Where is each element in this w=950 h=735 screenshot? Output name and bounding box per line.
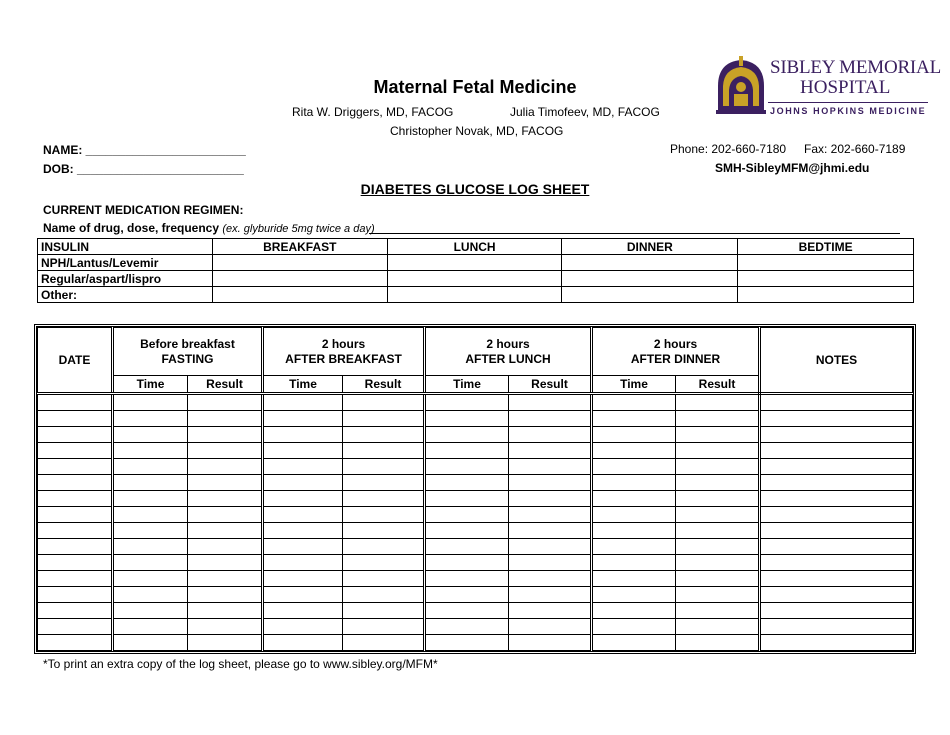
fasting-time-cell[interactable] [113,491,188,507]
group-line1: 2 hours [486,336,530,351]
fasting-result-cell[interactable] [188,603,263,619]
after-dinner-time-cell[interactable] [592,491,676,507]
after-dinner-time-cell[interactable] [592,555,676,571]
fasting-result-cell[interactable] [188,571,263,587]
date-cell[interactable] [38,443,113,459]
after-lunch-result-cell[interactable] [509,394,592,411]
logo-text: HOSPITAL [800,77,891,98]
after-lunch-result-cell[interactable] [509,555,592,571]
insulin-cell[interactable] [562,271,738,287]
after-lunch-time-cell[interactable] [425,555,509,571]
after-lunch-result-cell[interactable] [509,587,592,603]
after-lunch-header [425,328,592,376]
after-lunch-time-cell[interactable] [425,411,509,427]
after-dinner-result-cell[interactable] [676,603,760,619]
notes-header: NOTES [760,328,913,394]
after-dinner-time-cell[interactable] [592,394,676,411]
after-breakfast-result-cell[interactable] [343,443,425,459]
drug-label [43,221,375,235]
after-dinner-result-cell[interactable] [676,571,760,587]
after-dinner-time-cell[interactable] [592,411,676,427]
logo-subtext: JOHNS HOPKINS MEDICINE [770,106,927,116]
fasting-time-cell[interactable] [113,427,188,443]
footer-note: *To print an extra copy of the log sheet, please go to www.sibley.org/MFM* [43,657,438,671]
insulin-cell[interactable] [387,287,562,303]
insulin-cell[interactable] [738,287,914,303]
after-breakfast-result-cell[interactable] [343,523,425,539]
fasting-result-cell[interactable] [188,507,263,523]
fasting-header [113,328,263,376]
notes-cell[interactable] [760,411,913,427]
after-lunch-time-cell[interactable] [425,619,509,635]
fasting-result-cell[interactable] [188,427,263,443]
group-line2: AFTER BREAKFAST [285,351,402,366]
after-breakfast-header [263,328,425,376]
fasting-result-cell[interactable] [188,491,263,507]
date-cell[interactable] [38,523,113,539]
after-breakfast-result-cell[interactable] [343,587,425,603]
after-breakfast-result-cell[interactable] [343,459,425,475]
after-lunch-time-cell[interactable] [425,603,509,619]
after-dinner-time-cell[interactable] [592,427,676,443]
fasting-result-cell[interactable] [188,635,263,651]
insulin-row [38,287,914,303]
log-row [38,539,913,555]
after-lunch-time-cell[interactable] [425,475,509,491]
after-breakfast-result-cell[interactable] [343,507,425,523]
after-breakfast-result-cell[interactable] [343,619,425,635]
after-lunch-time-cell[interactable] [425,507,509,523]
insulin-header-row [38,239,914,255]
log-row [38,507,913,523]
after-dinner-time-cell[interactable] [592,635,676,651]
after-breakfast-result-cell[interactable] [343,475,425,491]
group-line2: FASTING [161,351,214,366]
fasting-result-cell[interactable] [188,443,263,459]
group-line2: AFTER LUNCH [465,351,551,366]
date-header: DATE [38,328,113,394]
drug-input-line[interactable] [369,233,900,234]
doctor-name: Christopher Novak, MD, FACOG [390,124,564,138]
time-header: Time [592,376,676,394]
after-dinner-result-cell[interactable] [676,555,760,571]
phone-number: Phone: 202-660-7180 [670,142,787,156]
log-row [38,635,913,651]
insulin-header: BEDTIME [738,239,914,255]
date-cell[interactable] [38,491,113,507]
after-dinner-result-cell[interactable] [676,587,760,603]
notes-cell[interactable] [760,635,913,651]
logo-divider [768,102,928,103]
after-lunch-time-cell[interactable] [425,394,509,411]
after-lunch-result-cell[interactable] [509,571,592,587]
sheet-title: DIABETES GLUCOSE LOG SHEET [360,181,590,197]
after-breakfast-time-cell[interactable] [263,443,343,459]
after-lunch-result-cell[interactable] [509,427,592,443]
name-field[interactable]: NAME: ________________________ [43,143,246,157]
after-breakfast-time-cell[interactable] [263,523,343,539]
notes-cell[interactable] [760,619,913,635]
fasting-result-cell[interactable] [188,459,263,475]
insulin-header: BREAKFAST [212,239,387,255]
insulin-type-label: Regular/aspart/lispro [38,271,213,287]
after-lunch-result-cell[interactable] [509,507,592,523]
dome-icon [716,56,766,120]
after-lunch-time-cell[interactable] [425,523,509,539]
fasting-result-cell[interactable] [188,523,263,539]
after-lunch-result-cell[interactable] [509,443,592,459]
after-lunch-time-cell[interactable] [425,459,509,475]
dob-field[interactable]: DOB: _________________________ [43,162,244,176]
insulin-header: DINNER [562,239,738,255]
date-cell[interactable] [38,411,113,427]
notes-cell[interactable] [760,539,913,555]
log-row [38,475,913,491]
group-line1: Before breakfast [140,336,235,351]
insulin-cell[interactable] [738,255,914,271]
result-header: Result [188,376,263,394]
after-breakfast-result-cell[interactable] [343,555,425,571]
date-cell[interactable] [38,571,113,587]
fasting-result-cell[interactable] [188,475,263,491]
after-dinner-result-cell[interactable] [676,619,760,635]
date-cell[interactable] [38,507,113,523]
insulin-cell[interactable] [562,287,738,303]
after-breakfast-result-cell[interactable] [343,491,425,507]
log-row [38,394,913,411]
log-row [38,523,913,539]
after-dinner-time-cell[interactable] [592,619,676,635]
after-breakfast-time-cell[interactable] [263,394,343,411]
after-dinner-time-cell[interactable] [592,571,676,587]
insulin-cell[interactable] [738,271,914,287]
after-lunch-result-cell[interactable] [509,475,592,491]
fasting-result-cell[interactable] [188,587,263,603]
after-lunch-time-cell[interactable] [425,539,509,555]
after-breakfast-result-cell[interactable] [343,571,425,587]
after-lunch-time-cell[interactable] [425,587,509,603]
after-breakfast-time-cell[interactable] [263,411,343,427]
notes-cell[interactable] [760,555,913,571]
group-line1: 2 hours [653,336,698,351]
after-breakfast-result-cell[interactable] [343,427,425,443]
after-dinner-result-cell[interactable] [676,443,760,459]
after-breakfast-time-cell[interactable] [263,459,343,475]
date-cell[interactable] [38,475,113,491]
drug-label-text: Name of drug, dose, frequency [43,221,220,235]
log-row [38,443,913,459]
notes-cell[interactable] [760,491,913,507]
date-cell[interactable] [38,427,113,443]
result-header: Result [676,376,760,394]
after-lunch-time-cell[interactable] [425,443,509,459]
fasting-time-cell[interactable] [113,459,188,475]
after-dinner-time-cell[interactable] [592,443,676,459]
after-breakfast-result-cell[interactable] [343,603,425,619]
after-lunch-time-cell[interactable] [425,571,509,587]
fasting-time-cell[interactable] [113,539,188,555]
after-dinner-time-cell[interactable] [592,507,676,523]
notes-cell[interactable] [760,443,913,459]
after-breakfast-time-cell[interactable] [263,619,343,635]
after-dinner-result-cell[interactable] [676,475,760,491]
insulin-cell[interactable] [562,255,738,271]
date-cell[interactable] [38,459,113,475]
after-breakfast-time-cell[interactable] [263,507,343,523]
after-breakfast-result-cell[interactable] [343,394,425,411]
after-breakfast-result-cell[interactable] [343,539,425,555]
after-breakfast-time-cell[interactable] [263,539,343,555]
time-header: Time [425,376,509,394]
notes-cell[interactable] [760,507,913,523]
notes-cell[interactable] [760,523,913,539]
fasting-time-cell[interactable] [113,603,188,619]
after-breakfast-time-cell[interactable] [263,555,343,571]
fasting-time-cell[interactable] [113,523,188,539]
after-dinner-time-cell[interactable] [592,603,676,619]
after-lunch-time-cell[interactable] [425,635,509,651]
log-row [38,603,913,619]
insulin-cell[interactable] [212,255,387,271]
insulin-header: LUNCH [387,239,562,255]
fasting-result-cell[interactable] [188,619,263,635]
drug-example: (ex. glyburide 5mg twice a day) [222,223,375,235]
insulin-type-label: Other: [38,287,213,303]
time-header: Time [263,376,343,394]
fasting-time-cell[interactable] [113,411,188,427]
insulin-cell[interactable] [387,255,562,271]
result-header: Result [509,376,592,394]
after-lunch-time-cell[interactable] [425,491,509,507]
notes-cell[interactable] [760,475,913,491]
insulin-cell[interactable] [212,271,387,287]
after-breakfast-time-cell[interactable] [263,571,343,587]
fasting-time-cell[interactable] [113,555,188,571]
fasting-time-cell[interactable] [113,475,188,491]
after-dinner-time-cell[interactable] [592,475,676,491]
after-lunch-result-cell[interactable] [509,635,592,651]
group-line1: 2 hours [321,336,366,351]
notes-cell[interactable] [760,603,913,619]
date-cell[interactable] [38,603,113,619]
notes-cell[interactable] [760,394,913,411]
after-breakfast-time-cell[interactable] [263,603,343,619]
date-cell[interactable] [38,394,113,411]
after-dinner-result-cell[interactable] [676,427,760,443]
notes-cell[interactable] [760,427,913,443]
date-cell[interactable] [38,539,113,555]
fasting-time-cell[interactable] [113,394,188,411]
fasting-time-cell[interactable] [113,619,188,635]
after-breakfast-time-cell[interactable] [263,491,343,507]
insulin-cell[interactable] [387,271,562,287]
after-dinner-header [592,328,760,376]
log-row [38,491,913,507]
insulin-cell[interactable] [212,287,387,303]
fasting-result-cell[interactable] [188,411,263,427]
log-group-header-row [38,328,913,376]
insulin-row [38,255,914,271]
contact-email: SMH-SibleyMFM@jhmi.edu [715,161,870,175]
fax-number: Fax: 202-660-7189 [804,142,906,156]
insulin-header: INSULIN [38,239,213,255]
fasting-result-cell[interactable] [188,555,263,571]
insulin-table [37,238,914,303]
fasting-result-cell[interactable] [188,394,263,411]
after-lunch-result-cell[interactable] [509,491,592,507]
log-row [38,411,913,427]
glucose-log-table [37,327,913,651]
after-dinner-time-cell[interactable] [592,587,676,603]
fasting-time-cell[interactable] [113,507,188,523]
time-header: Time [113,376,188,394]
result-header: Result [343,376,425,394]
log-row [38,459,913,475]
date-cell[interactable] [38,587,113,603]
notes-cell[interactable] [760,459,913,475]
after-breakfast-time-cell[interactable] [263,635,343,651]
notes-cell[interactable] [760,571,913,587]
after-dinner-result-cell[interactable] [676,539,760,555]
regimen-label: CURRENT MEDICATION REGIMEN: [43,203,244,217]
after-breakfast-time-cell[interactable] [263,475,343,491]
after-lunch-time-cell[interactable] [425,427,509,443]
date-cell[interactable] [38,619,113,635]
logo-text: SIBLEY MEMORIAL [770,57,941,78]
after-dinner-result-cell[interactable] [676,635,760,651]
notes-cell[interactable] [760,587,913,603]
after-dinner-time-cell[interactable] [592,459,676,475]
glucose-log-frame [34,324,916,654]
after-lunch-result-cell[interactable] [509,523,592,539]
after-dinner-time-cell[interactable] [592,539,676,555]
page-title: Maternal Fetal Medicine [373,77,577,97]
fasting-time-cell[interactable] [113,571,188,587]
after-lunch-result-cell[interactable] [509,603,592,619]
after-breakfast-time-cell[interactable] [263,427,343,443]
after-breakfast-time-cell[interactable] [263,587,343,603]
doctor-name: Rita W. Driggers, MD, FACOG [292,105,454,119]
group-line2: AFTER DINNER [630,351,721,366]
after-dinner-result-cell[interactable] [676,394,760,411]
after-dinner-result-cell[interactable] [676,507,760,523]
fasting-time-cell[interactable] [113,443,188,459]
after-lunch-result-cell[interactable] [509,619,592,635]
log-row [38,587,913,603]
insulin-type-label: NPH/Lantus/Levemir [38,255,213,271]
after-lunch-result-cell[interactable] [509,459,592,475]
insulin-row [38,271,914,287]
after-dinner-result-cell[interactable] [676,411,760,427]
fasting-time-cell[interactable] [113,587,188,603]
after-dinner-result-cell[interactable] [676,523,760,539]
after-lunch-result-cell[interactable] [509,411,592,427]
hospital-logo [716,54,941,124]
after-lunch-result-cell[interactable] [509,539,592,555]
after-dinner-result-cell[interactable] [676,459,760,475]
log-row [38,427,913,443]
date-cell[interactable] [38,555,113,571]
after-dinner-result-cell[interactable] [676,491,760,507]
log-row [38,619,913,635]
after-breakfast-result-cell[interactable] [343,411,425,427]
date-cell[interactable] [38,635,113,651]
after-dinner-time-cell[interactable] [592,523,676,539]
fasting-result-cell[interactable] [188,539,263,555]
log-row [38,555,913,571]
doctor-name: Julia Timofeev, MD, FACOG [510,105,660,119]
log-row [38,571,913,587]
fasting-time-cell[interactable] [113,635,188,651]
after-breakfast-result-cell[interactable] [343,635,425,651]
